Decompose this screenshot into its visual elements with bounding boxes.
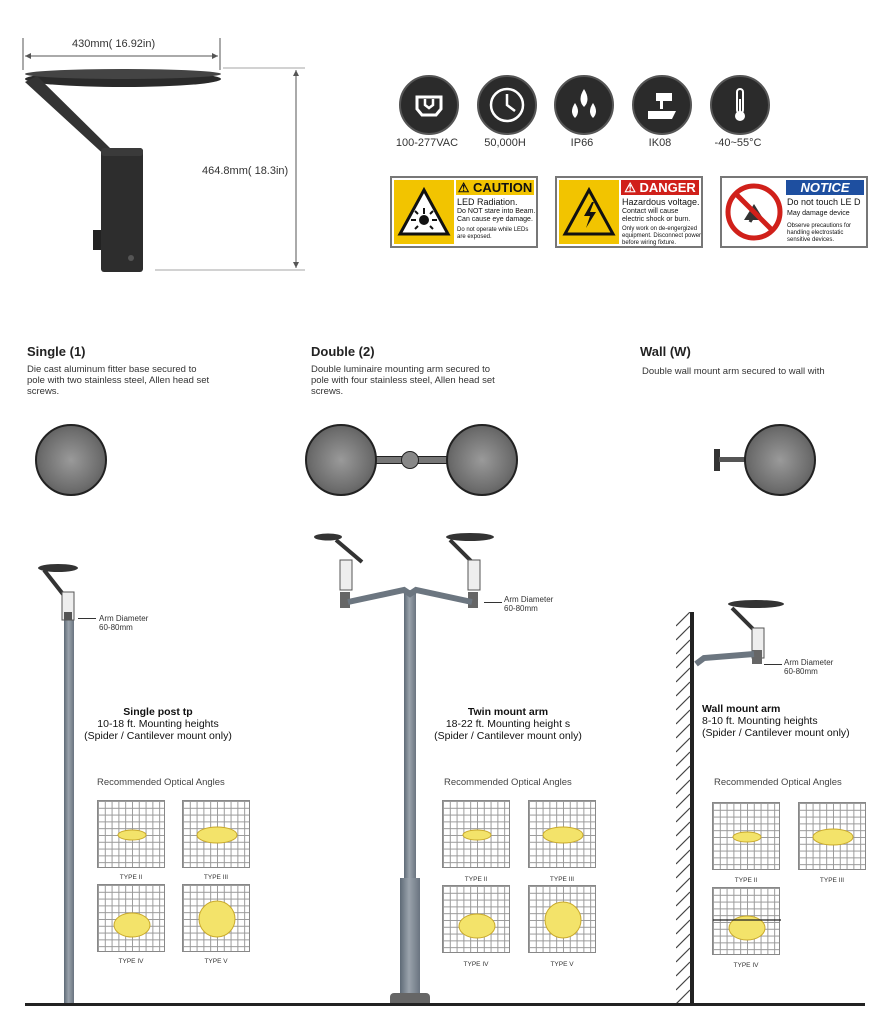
caution-line2: Do NOT stare into Beam. Can cause eye damage. — [457, 208, 536, 223]
optical-type-label: TYPE IV — [463, 961, 489, 968]
optical-grid-type-2 — [712, 802, 780, 870]
single-pole — [64, 620, 74, 1005]
wall-hatching — [676, 612, 692, 1005]
double-head-right — [446, 424, 518, 496]
danger-line1: Hazardous voltage. — [622, 197, 700, 207]
thermometer-icon — [710, 75, 770, 135]
optical-grid-type-2 — [442, 800, 510, 868]
clock-icon — [477, 75, 537, 135]
single-luminaire — [36, 562, 86, 626]
caution-label — [390, 176, 538, 248]
optical-grid-type-3 — [182, 800, 250, 868]
single-top-view — [35, 424, 107, 496]
luminaire-drawing — [15, 30, 305, 280]
spec-label-ip: IP66 — [570, 137, 594, 149]
height-dimension: 464.8mm( 18.3in) — [202, 165, 289, 177]
twin-mount-text: Twin mount arm 18-22 ft. Mounting height s (Spider / Cantilever mount only) — [434, 706, 582, 742]
optical-type-label: TYPE III — [549, 876, 575, 883]
laser-warning-icon — [394, 180, 454, 244]
double-pole-hub — [401, 451, 419, 469]
single-arm-diameter: Arm Diameter 60-80mm — [99, 614, 149, 632]
spec-label-temperature: -40~55°C — [714, 137, 762, 149]
optical-type-label: TYPE II — [734, 877, 758, 884]
optical-type-label: TYPE V — [204, 958, 228, 965]
danger-line3: Only work on de-engergized equipment. Disconnect power before wiring fixture. — [622, 226, 702, 246]
section-title-double: Double (2) — [311, 344, 375, 359]
optical-type-label: TYPE IV — [733, 962, 759, 969]
wall-mount-text: Wall mount arm 8-10 ft. Mounting heights (Spider / Cantilever mount only) — [702, 703, 850, 739]
optical-type-label: TYPE V — [550, 961, 574, 968]
single-mount-text: Single post tp 10-18 ft. Mounting heights (Spider / Cantilever mount only) — [84, 706, 232, 742]
optical-heading-twin: Recommended Optical Angles — [444, 777, 572, 788]
optical-grid-type-3 — [798, 802, 866, 870]
wall-head — [744, 424, 816, 496]
section-title-wall: Wall (W) — [640, 344, 691, 359]
impact-icon — [632, 75, 692, 135]
optical-grid-type-4 — [97, 884, 165, 952]
width-dimension: 430mm( 16.92in) — [72, 38, 156, 50]
notice-header: NOTICE — [786, 180, 864, 195]
section-desc-double: Double luminaire mounting arm secured to pole with four stainless steel, Allen head set screws. — [311, 364, 495, 397]
danger-header: ⚠ DANGER — [621, 180, 699, 195]
optical-grid-type-5 — [182, 884, 250, 952]
spec-label-lifetime: 50,000H — [484, 137, 526, 149]
danger-line2: Contact will cause electric shock or burn. — [622, 208, 691, 223]
optical-grid-type-3 — [528, 800, 596, 868]
optical-type-label: TYPE IV — [118, 958, 144, 965]
driver-icon — [399, 75, 459, 135]
twin-pole-upper — [404, 590, 416, 885]
danger-label — [555, 176, 703, 248]
ground-line — [25, 1003, 865, 1006]
high-voltage-icon — [559, 180, 619, 244]
notice-line2: May damage device — [787, 210, 850, 217]
spec-label-ik: IK08 — [648, 137, 672, 149]
optical-grid-type-2 — [97, 800, 165, 868]
optical-type-label: TYPE III — [819, 877, 845, 884]
optical-type-label: TYPE II — [464, 876, 488, 883]
section-desc-wall: Double wall mount arm secured to wall with — [642, 366, 825, 377]
section-desc-single: Die cast aluminum fitter base secured to pole with two stainless steel, Allen head set screws. — [27, 364, 210, 397]
optical-type-label: TYPE III — [203, 874, 229, 881]
optical-grid-type-4 — [712, 887, 780, 955]
optical-grid-type-4 — [442, 885, 510, 953]
caution-line1: LED Radiation. — [457, 197, 518, 207]
wall-arm-diameter: Arm Diameter 60-80mm — [784, 658, 834, 676]
caution-line3: Do not operate while LEDs are exposed. — [457, 227, 529, 240]
optical-heading-wall: Recommended Optical Angles — [714, 777, 842, 788]
notice-label — [720, 176, 868, 248]
notice-line1: Do not touch LE D — [787, 197, 861, 207]
section-title-single: Single (1) — [27, 344, 86, 359]
spec-label-voltage: 100-277VAC — [395, 137, 459, 149]
double-head-left — [305, 424, 377, 496]
twin-luminaires — [310, 530, 510, 620]
optical-type-label: TYPE II — [119, 874, 143, 881]
optical-heading-single: Recommended Optical Angles — [97, 777, 225, 788]
twin-arm-diameter: Arm Diameter 60-80mm — [504, 595, 554, 613]
optical-grid-type-5 — [528, 885, 596, 953]
notice-line3: Observe precautions for handling electrostatic sensitive devices. — [787, 223, 852, 243]
esd-warning-icon — [724, 180, 784, 244]
water-drops-icon — [554, 75, 614, 135]
caution-header: ⚠ CAUTION — [457, 180, 533, 195]
wall-luminaire — [694, 598, 794, 678]
twin-pole-lower — [400, 878, 420, 998]
